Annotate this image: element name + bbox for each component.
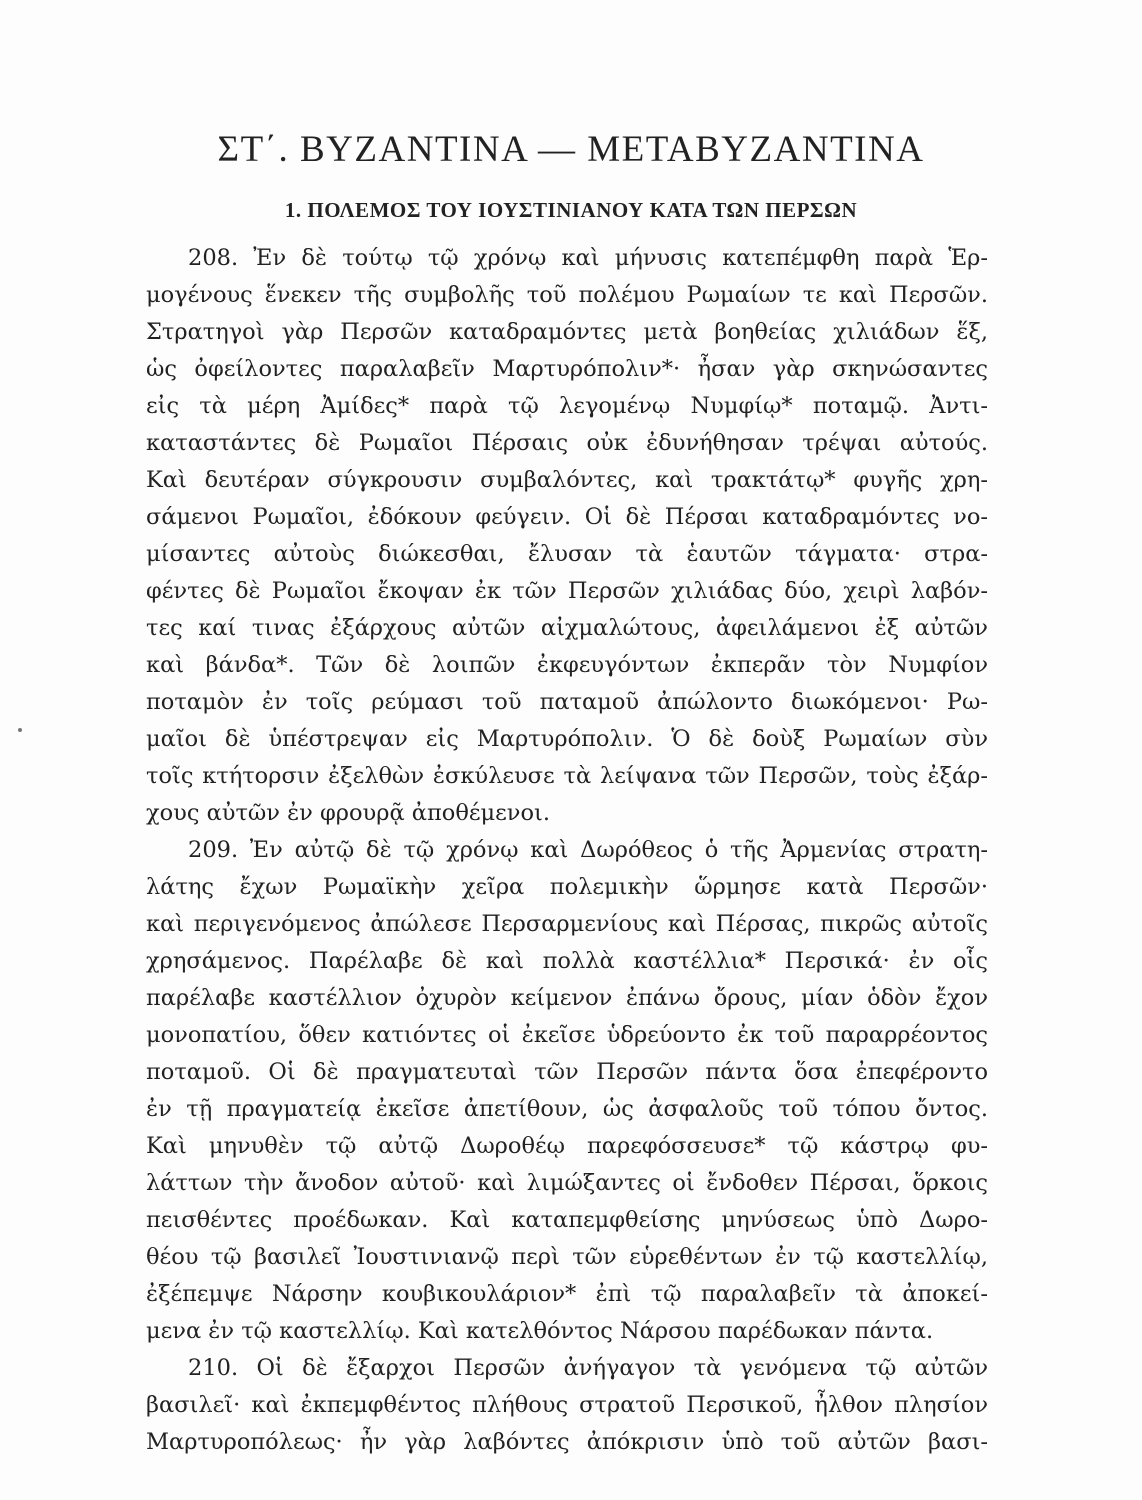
text-line: μίσαντες αὐτοὺς διώκεσθαι, ἔλυσαν τὰ ἑαυτῶν τάγματα· στρα-: [146, 541, 988, 567]
text-line: φέντες δὲ Ρωμαῖοι ἔκοψαν ἐκ τῶν Περσῶν χιλιάδας δύο, χειρὶ λαβόν-: [146, 578, 988, 604]
text-line: ὡς ὀφείλοντες παραλαβεῖν Μαρτυρόπολιν*· ἦσαν γὰρ σκηνώσαντες: [146, 356, 988, 382]
text-line: λάτης ἔχων Ρωμαϊκὴν χεῖρα πολεμικὴν ὥρμησε κατὰ Περσῶν·: [146, 874, 988, 900]
chapter-title: 1. ΠΟΛΕΜΟΣ ΤΟΥ ΙΟΥΣΤΙΝΙΑΝΟΥ ΚΑΤΑ ΤΩΝ ΠΕΡΣΩΝ: [284, 198, 858, 222]
text-line: πεισθέντες προέδωκαν. Καὶ καταπεμφθείσης μηνύσεως ὑπὸ Δωρο-: [146, 1207, 988, 1233]
text-line: ἐν τῇ πραγματείᾳ ἐκεῖσε ἀπετίθουν, ὡς ἀσφαλοῦς τοῦ τόπου ὄντος.: [146, 1096, 988, 1122]
text-line: Στρατηγοὶ γὰρ Περσῶν καταδραμόντες μετὰ βοηθείας χιλιάδων ἕξ,: [146, 319, 988, 345]
text-line: παρέλαβε καστέλλιον ὀχυρὸν κείμενον ἐπάνω ὄρους, μίαν ὁδὸν ἔχον: [146, 985, 988, 1011]
text-line: Καὶ μηνυθὲν τῷ αὐτῷ Δωροθέῳ παρεφόσσευσε* τῷ κάστρῳ φυ-: [146, 1133, 988, 1159]
text-line: βασιλεῖ· καὶ ἐκπεμφθέντος πλήθους στρατοῦ Περσικοῦ, ἦλθον πλησίον: [146, 1392, 988, 1418]
section-title: ΣΤ΄. ΒΥΖΑΝΤΙΝΑ — ΜΕΤΑΒΥΖΑΝΤΙΝΑ: [217, 129, 925, 170]
text-line: 209. Ἐν αὐτῷ δὲ τῷ χρόνῳ καὶ Δωρόθεος ὁ τῆς Ἀρμενίας στρατη-: [188, 837, 988, 863]
margin-speck: [18, 728, 22, 732]
body-text: [146, 240, 988, 1461]
text-line: ποταμὸν ἐν τοῖς ρεύμασι τοῦ παταμοῦ ἀπώλοντο διωκόμενοι· Ρω-: [146, 689, 988, 715]
text-line: θέου τῷ βασιλεῖ Ἰουστινιανῷ περὶ τῶν εὑρεθέντων ἐν τῷ καστελλίῳ,: [146, 1244, 988, 1270]
text-line: Καὶ δευτέραν σύγκρουσιν συμβαλόντες, καὶ τρακτάτῳ* φυγῆς χρη-: [146, 467, 988, 493]
text-line: ἐξέπεμψε Νάρσην κουβικουλάριον* ἐπὶ τῷ παραλαβεῖν τὰ ἀποκεί-: [146, 1281, 988, 1307]
text-line: καὶ βάνδα*. Τῶν δὲ λοιπῶν ἐκφευγόντων ἐκπερᾶν τὸν Νυμφίον: [146, 652, 988, 678]
text-line: μαῖοι δὲ ὑπέστρεψαν εἰς Μαρτυρόπολιν. Ὁ δὲ δοὺξ Ρωμαίων σὺν: [146, 726, 988, 752]
text-line: λάττων τὴν ἄνοδον αὐτοῦ· καὶ λιμώξαντες οἱ ἔνδοθεν Πέρσαι, ὅρκοις: [146, 1170, 988, 1196]
text-line: μονοπατίου, ὅθεν κατιόντες οἱ ἐκεῖσε ὑδρεύοντο ἐκ τοῦ παραρρέοντος: [146, 1022, 988, 1048]
text-line: χρησάμενος. Παρέλαβε δὲ καὶ πολλὰ καστέλλια* Περσικά· ἐν οἷς: [146, 948, 988, 974]
text-line: 210. Οἱ δὲ ἔξαρχοι Περσῶν ἀνήγαγον τὰ γενόμενα τῷ αὐτῶν: [188, 1355, 988, 1381]
text-line: εἰς τὰ μέρη Ἀμίδες* παρὰ τῷ λεγομένῳ Νυμφίῳ* ποταμῷ. Ἀντι-: [146, 393, 988, 419]
text-line: σάμενοι Ρωμαῖοι, ἐδόκουν φεύγειν. Οἱ δὲ Πέρσαι καταδραμόντες νο-: [146, 504, 988, 530]
text-line: τες καί τινας ἐξάρχους αὐτῶν αἰχμαλώτους, ἀφειλάμενοι ἐξ αὐτῶν: [146, 615, 988, 641]
text-line: τοῖς κτήτορσιν ἐξελθὼν ἐσκύλευσε τὰ λείψανα τῶν Περσῶν, τοὺς ἐξάρ-: [146, 763, 988, 789]
text-line: ποταμοῦ. Οἱ δὲ πραγματευταὶ τῶν Περσῶν πάντα ὅσα ἐπεφέροντο: [146, 1059, 988, 1085]
text-line: 208. Ἐν δὲ τούτῳ τῷ χρόνῳ καὶ μήνυσις κατεπέμφθη παρὰ Ἑρ-: [188, 245, 988, 271]
text-line: καὶ περιγενόμενος ἀπώλεσε Περσαρμενίους καὶ Πέρσας, πικρῶς αὐτοῖς: [146, 911, 988, 937]
text-line: Μαρτυροπόλεως· ἦν γὰρ λαβόντες ἀπόκρισιν ὑπὸ τοῦ αὐτῶν βασι-: [146, 1429, 988, 1455]
text-line: μενα ἐν τῷ καστελλίῳ. Καὶ κατελθόντος Νάρσου παρέδωκαν πάντα.: [146, 1318, 934, 1344]
text-line: χους αὐτῶν ἐν φρουρᾷ ἀποθέμενοι.: [146, 800, 551, 826]
show-through-text: [130, 62, 1140, 82]
text-line: μογένους ἕνεκεν τῆς συμβολῆς τοῦ πολέμου Ρωμαίων τε καὶ Περσῶν.: [146, 282, 988, 308]
text-line: καταστάντες δὲ Ρωμαῖοι Πέρσαις οὐκ ἐδυνήθησαν τρέψαι αὐτούς.: [146, 430, 988, 456]
